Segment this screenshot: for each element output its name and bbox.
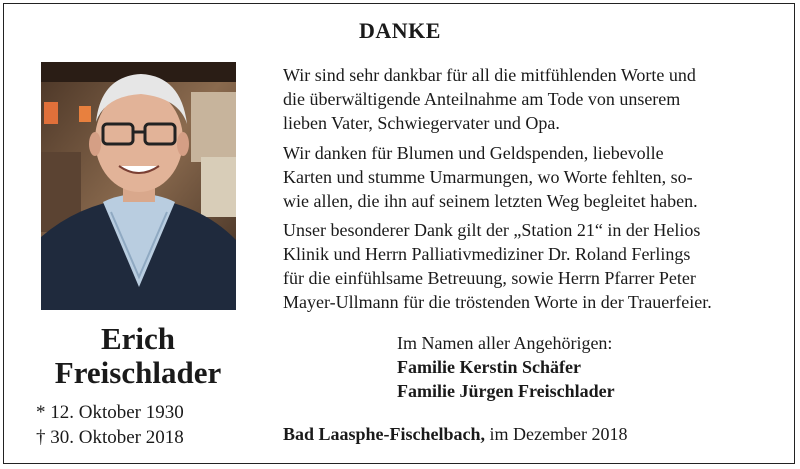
- life-dates: [36, 400, 184, 450]
- signature-family-2: Familie Jürgen Freischlader: [397, 381, 615, 401]
- paragraph-line: Karten und stumme Umarmungen, wo Worte fehlten, so-: [283, 167, 693, 187]
- thanks-paragraph-3: [283, 218, 783, 314]
- paragraph-line: die überwältigende Anteilnahme am Tode von unserem: [283, 89, 681, 109]
- signature-family-1: Familie Kerstin Schäfer: [397, 357, 581, 377]
- birth-date: * 12. Oktober 1930: [36, 402, 184, 423]
- paragraph-line: Unser besonderer Dank gilt der „Station 21“ in der Helios: [283, 220, 701, 240]
- deceased-name: [20, 322, 256, 390]
- paragraph-line: wie allen, die ihn auf seinem letzten Weg begleitet haben.: [283, 191, 698, 211]
- place-and-date: [283, 424, 628, 445]
- paragraph-line: Klinik und Herrn Palliativmediziner Dr. Roland Ferlings: [283, 244, 691, 264]
- place-town: Bad Laasphe-Fischelbach,: [283, 424, 486, 444]
- portrait-photo: [41, 62, 236, 310]
- deceased-last-name: Freischlader: [54, 355, 222, 390]
- paragraph-line: für die einfühlsame Betreuung, sowie Herrn Pfarrer Peter: [283, 268, 696, 288]
- thanks-paragraph-1: [283, 63, 783, 135]
- deceased-first-name: Erich: [100, 321, 176, 356]
- paragraph-line: Wir danken für Blumen und Geldspenden, liebevolle: [283, 143, 664, 163]
- notice-heading: DANKE: [359, 18, 441, 43]
- paragraph-line: lieben Vater, Schwiegervater und Opa.: [283, 113, 560, 133]
- place-date: im Dezember 2018: [485, 424, 628, 444]
- signature-block: [397, 331, 615, 403]
- paragraph-line: Mayer-Ullmann für die tröstenden Worte in der Trauerfeier.: [283, 292, 712, 312]
- death-date: † 30. Oktober 2018: [36, 427, 184, 448]
- portrait-image: [41, 62, 236, 310]
- paragraph-line: Wir sind sehr dankbar für all die mitfühlenden Worte und: [283, 65, 696, 85]
- signature-intro: Im Namen aller Angehörigen:: [397, 333, 613, 353]
- thanks-paragraph-2: [283, 141, 783, 213]
